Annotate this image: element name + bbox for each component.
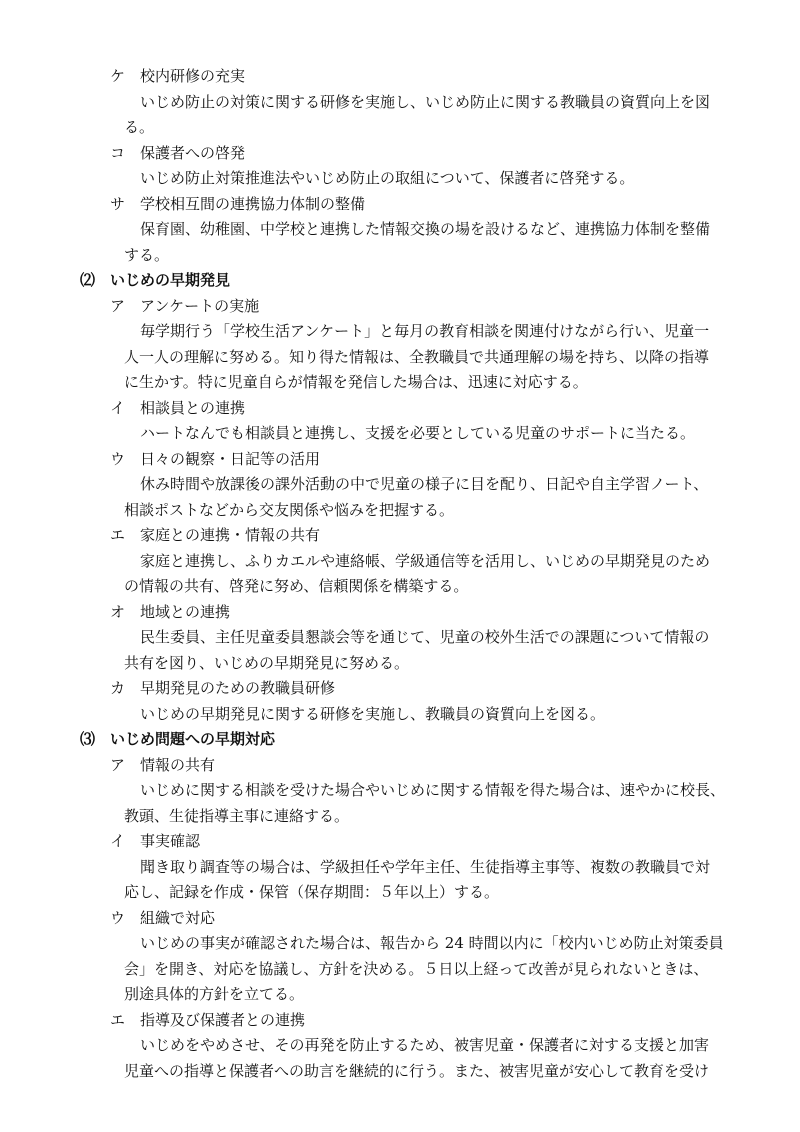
section-heading: ⑶ いじめ問題への早期対応 (80, 730, 276, 748)
text-line: ハートなんでも相談員と連携し、支援を必要としている児童のサポートに当たる。 (140, 424, 696, 442)
text-line: に生かす。特に児童自らが情報を発信した場合は、迅速に対応する。 (124, 373, 588, 391)
text-line: 休み時間や放課後の課外活動の中で児童の様子に目を配り、日記や自主学習ノート、 (140, 475, 709, 493)
text-line: エ 家庭との連携・情報の共有 (110, 526, 321, 544)
text-line: 人一人の理解に努める。知り得た情報は、全教職員で共通理解の場を持ち、以降の指導 (124, 347, 710, 366)
text-line: る。 (124, 118, 155, 136)
text-line: 児童への指導と保護者への助言を継続的に行う。また、被害児童が安心して教育を受け (124, 1061, 710, 1080)
text-line: ア アンケートの実施 (110, 296, 260, 315)
text-line: カ 早期発見のための教職員研修 (110, 679, 336, 697)
text-line: ウ 日々の観察・日記等の活用 (110, 449, 321, 468)
text-line: ア 情報の共有 (110, 755, 216, 774)
text-line: いじめ防止対策推進法やいじめ防止の取組について、保護者に啓発する。 (140, 169, 635, 187)
text-line: サ 学校相互間の連携協力体制の整備 (110, 194, 366, 213)
text-line: ケ 校内研修の充実 (110, 67, 246, 85)
text-line: いじめに関する相談を受けた場合やいじめに関する情報を得た場合は、速やかに校長、 (140, 781, 726, 799)
text-line: 教頭、生徒指導主事に連絡する。 (124, 806, 350, 825)
text-line: コ 保護者への啓発 (110, 143, 246, 162)
text-line: 共有を図り、いじめの早期発見に努める。 (124, 653, 410, 672)
text-line: イ 事実確認 (110, 832, 201, 850)
text-line: いじめの事実が確認された場合は、報告から 24 時間以内に「校内いじめ防止対策委員 (140, 934, 724, 952)
text-line: 毎学期行う「学校生活アンケート」と毎月の教育相談を関連付けながら行い、児童一 (140, 322, 710, 340)
text-line: の情報の共有、啓発に努め、信頼関係を構築する。 (124, 577, 469, 595)
text-line: 相談ポストなどから交友関係や悩みを把握する。 (124, 500, 455, 519)
text-line: する。 (124, 245, 170, 264)
text-line: 会」を開き、対応を協議し、方針を決める。５日以上経って改善が見られないときは、 (124, 959, 709, 978)
text-line: 聞き取り調査等の場合は、学級担任や学年主任、生徒指導主事等、複数の教職員で対 (140, 857, 711, 876)
text-line: エ 指導及び保護者との連携 (110, 1010, 306, 1029)
text-line: オ 地域との連携 (110, 602, 231, 621)
text-line: 保育園、幼稚園、中学校と連携した情報交換の場を設けるなど、連携協力体制を整備 (140, 220, 711, 238)
text-line: イ 相談員との連携 (110, 398, 246, 417)
text-line: いじめをやめさせ、その再発を防止するため、被害児童・保護者に対する支援と加害 (140, 1036, 709, 1054)
text-line: ウ 組織で対応 (110, 908, 216, 927)
text-line: 家庭と連携し、ふりカエルや連絡帳、学級通信等を活用し、いじめの早期発見のため (140, 551, 711, 570)
text-line: いじめの早期発見に関する研修を実施し、教職員の資質向上を図る。 (140, 704, 606, 723)
text-line: いじめ防止の対策に関する研修を実施し、いじめ防止に関する教職員の資質向上を図 (140, 92, 711, 111)
text-line: 民生委員、主任児童委員懇談会等を通じて、児童の校外生活での課題について情報の (140, 628, 710, 646)
section-heading: ⑵ いじめの早期発見 (80, 271, 231, 289)
text-line: 別途具体的方針を立てる。 (124, 985, 305, 1003)
text-line: 応し、記録を作成・保管（保存期間：５年以上）する。 (124, 883, 500, 901)
